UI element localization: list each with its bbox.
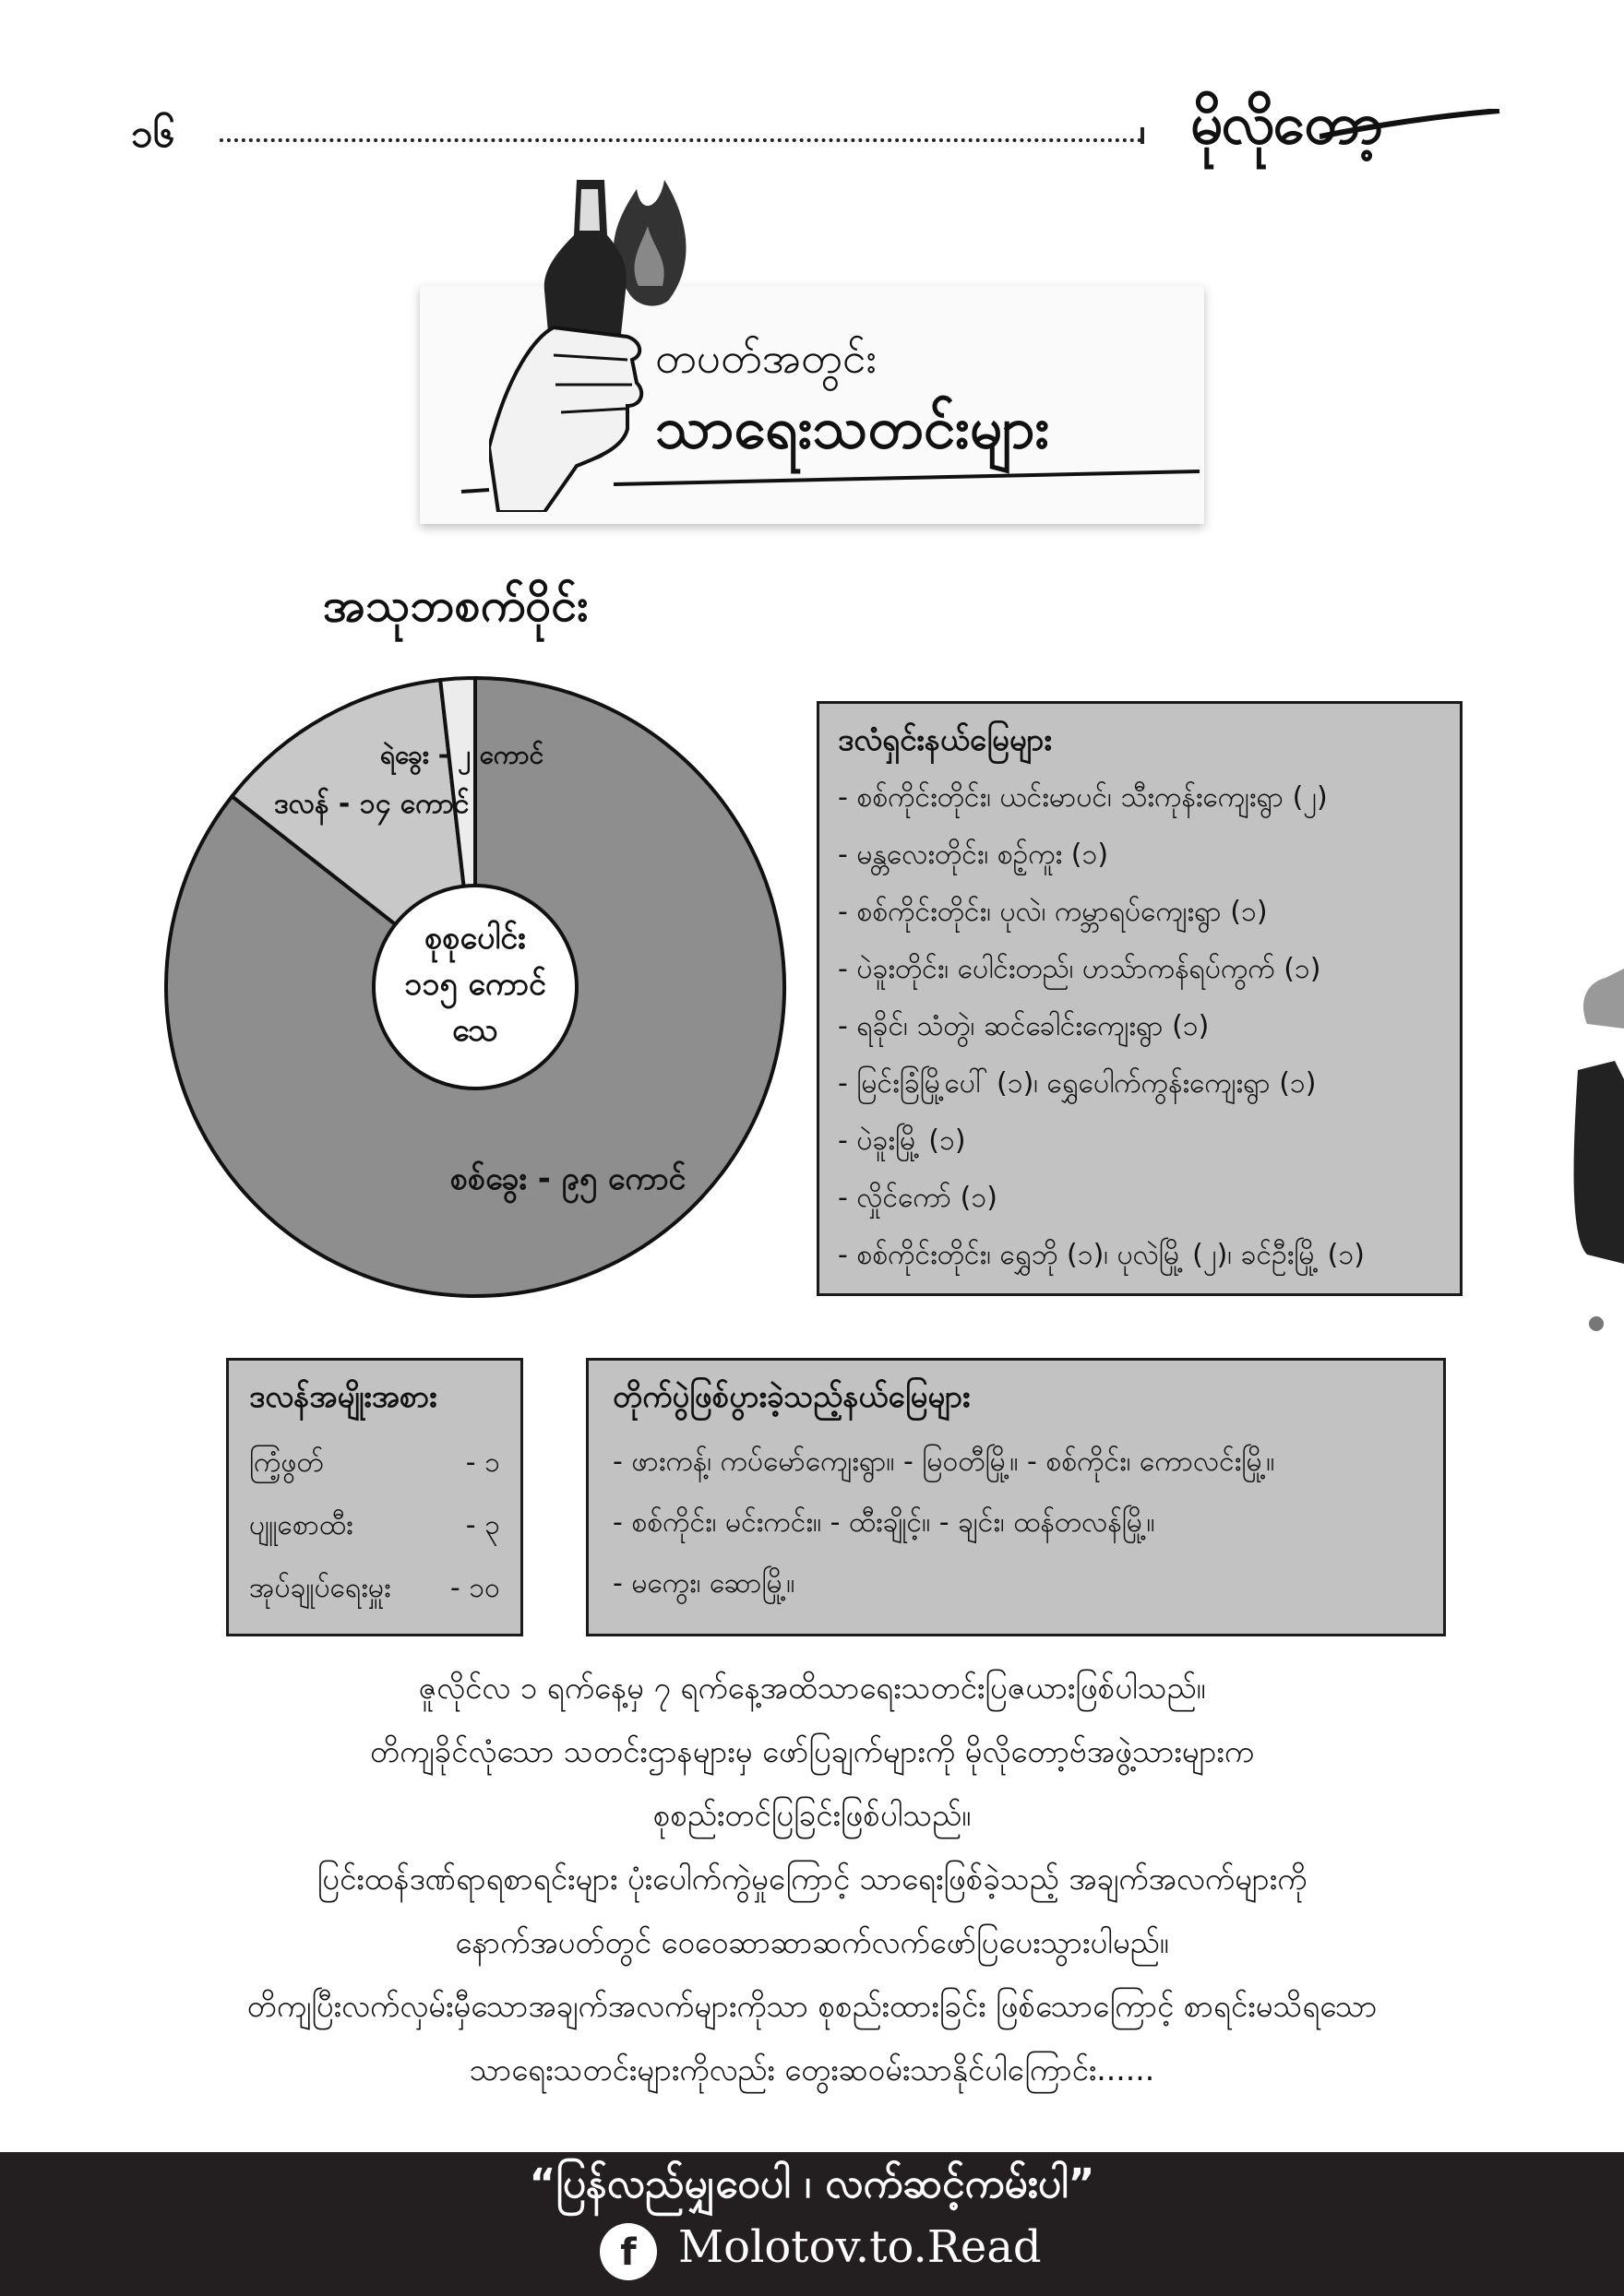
pie-total-label-line: စုစုပေါင်း <box>424 920 526 957</box>
pie-slice-label: ဒလန် - ၁၄ ကောင် <box>274 788 470 821</box>
paragraph-line: ပြင်းထန်ဒဏ်ရာရစာရင်းများ ပုံးပေါက်ကွဲမှုကြောင့် သာရေးဖြစ်ခဲ့သည့် အချက်အလက်များကို <box>316 1861 1308 1897</box>
battle-areas-box <box>586 1358 1446 1636</box>
battle-area-line: - မကွေး၊ ဆောမြို့။ <box>613 1567 795 1600</box>
paragraph-line: တိကျပြီးလက်လှမ်းမှီသောအချက်အလက်များကိုသာ စုစည်းထားခြင်း ဖြစ်သောကြောင့် စာရင်းမသိရသော <box>246 1988 1378 2024</box>
header-rule-end <box>1140 127 1144 144</box>
header-dotted-rule <box>220 138 1142 142</box>
location-item: - ရခိုင်၊ သံတွဲ၊ ဆင်ခေါင်းကျေးရွာ (၁) <box>838 1010 1210 1042</box>
location-item: - စစ်ကိုင်းတိုင်း၊ ယင်းမာပင်၊ သီးကုန်းကျေးရွာ (၂) <box>838 781 1328 814</box>
casualty-count: - ၁ <box>465 1446 500 1479</box>
footer-slogan: “ပြန်လည်မျှဝေပါ ၊ လက်ဆင့်ကမ်းပါ” <box>529 2160 1095 2207</box>
report-paragraph <box>129 1656 1495 2101</box>
location-item: - မြင်းခြံမြို့ပေါ် (၁)၊ ရွှေပေါက်ကွန်းကျေးရွာ (၁) <box>838 1067 1317 1100</box>
casualty-row <box>249 1432 500 1494</box>
casualty-pie-chart <box>157 669 803 1315</box>
casualty-row <box>249 1494 500 1557</box>
paragraph-line: သာရေးသတင်းများကိုလည်း တွေးဆဝမ်းသာနိုင်ပါကြောင်း...... <box>469 2052 1155 2088</box>
pie-slice-label: ရဲခွေး - ၂ ကောင် <box>379 739 544 770</box>
battle-area-line: - ဖားကန့်၊ ကပ်မော်ကျေးရွာ။ - မြဝတီမြို့။ - စစ်ကိုင်း၊ ကောလင်းမြို့။ <box>613 1445 1275 1478</box>
casualty-label: ပျူစောထီး <box>249 1509 353 1541</box>
paragraph-line: တိကျခိုင်လုံသော သတင်းဌာနများမှ ဖော်ပြချက်များကို မိုလိုတော့ဗ်အဖွဲ့သားများက <box>369 1733 1255 1769</box>
location-item: - စစ်ကိုင်းတိုင်း၊ ရွှေဘို (၁)၊ ပုလဲမြို့ (၂)၊ ခင်ဦးမြို့ (၁) <box>838 1239 1365 1271</box>
section-title: အသုဘစက်ဝိုင်း <box>323 578 589 632</box>
location-item: - ပဲခူးမြို့ (၁) <box>838 1124 966 1157</box>
pie-total-label-line: ၁၁၅ ကောင် <box>404 966 546 1003</box>
casualty-count: - ၃ <box>465 1509 500 1541</box>
location-item: - လှိုင်ကော် (၁) <box>838 1182 997 1214</box>
paragraph-line: ဇူလိုင်လ ၁ ရက်နေ့မှ ၇ ရက်နေ့အထိသာရေးသတင်းပြဇယားဖြစ်ပါသည်။ <box>418 1670 1206 1706</box>
paragraph-line: စုစည်းတင်ပြခြင်းဖြစ်ပါသည်။ <box>652 1797 972 1833</box>
pie-total-label-line: သေ <box>451 1012 499 1049</box>
paragraph-line: နောက်အပတ်တွင် ဝေဝေဆာဆာဆက်လက်ဖော်ပြပေးသွားပါမည်။ <box>455 1924 1169 1960</box>
pie-slice-label: စစ်ခွေး - ၉၅ ကောင် <box>449 1160 687 1197</box>
casualty-count: - ၁၀ <box>449 1572 500 1604</box>
battle-areas-title: တိုက်ပွဲဖြစ်ပွားခဲ့သည့်နယ်မြေများ <box>613 1378 971 1414</box>
location-item: - စစ်ကိုင်းတိုင်း၊ ပုလဲ၊ ကမ္ဘာရပ်ကျေးရွာ (၁) <box>838 896 1268 928</box>
side-tab-logo-icon <box>1559 959 1624 1347</box>
battle-area-line: - စစ်ကိုင်း၊ မင်းကင်း။ - ထီးချိုင့်။ - ချင်း၊ ထန်တလန်မြို့။ <box>613 1506 1155 1539</box>
location-item: - မန္တလေးတိုင်း၊ စဥ့်ကူး (၁) <box>838 839 1109 871</box>
casualty-label: အုပ်ချုပ်ရေးမှူး <box>249 1572 391 1604</box>
facebook-icon[interactable]: f <box>600 2223 657 2280</box>
casualty-types-title: ဒလန်အမျိုးအစား <box>249 1378 437 1414</box>
casualty-label: ကြံ့ဖွတ် <box>249 1446 324 1479</box>
locations-title: ဒလံရှင်းနယ်မြေများ <box>838 721 1052 757</box>
locations-box <box>817 701 1463 1296</box>
page-number: ၁၆ <box>131 111 175 156</box>
location-item: - ပဲခူးတိုင်း၊ ပေါင်းတည်၊ ဟသ်ာကန်ရပ်ကွက် (၁) <box>838 953 1321 985</box>
masthead-logo: မိုလိုတော့ <box>1190 89 1382 157</box>
banner-title: သာရေးသတင်းများ <box>655 394 1050 461</box>
casualty-row <box>249 1557 500 1620</box>
casualty-types-box <box>226 1358 523 1636</box>
facebook-handle-link[interactable]: Molotov.to.Read <box>678 2221 1042 2273</box>
banner-subtitle: တပတ်အတွင်း <box>655 333 878 383</box>
masthead-swoosh-icon <box>1320 109 1504 146</box>
